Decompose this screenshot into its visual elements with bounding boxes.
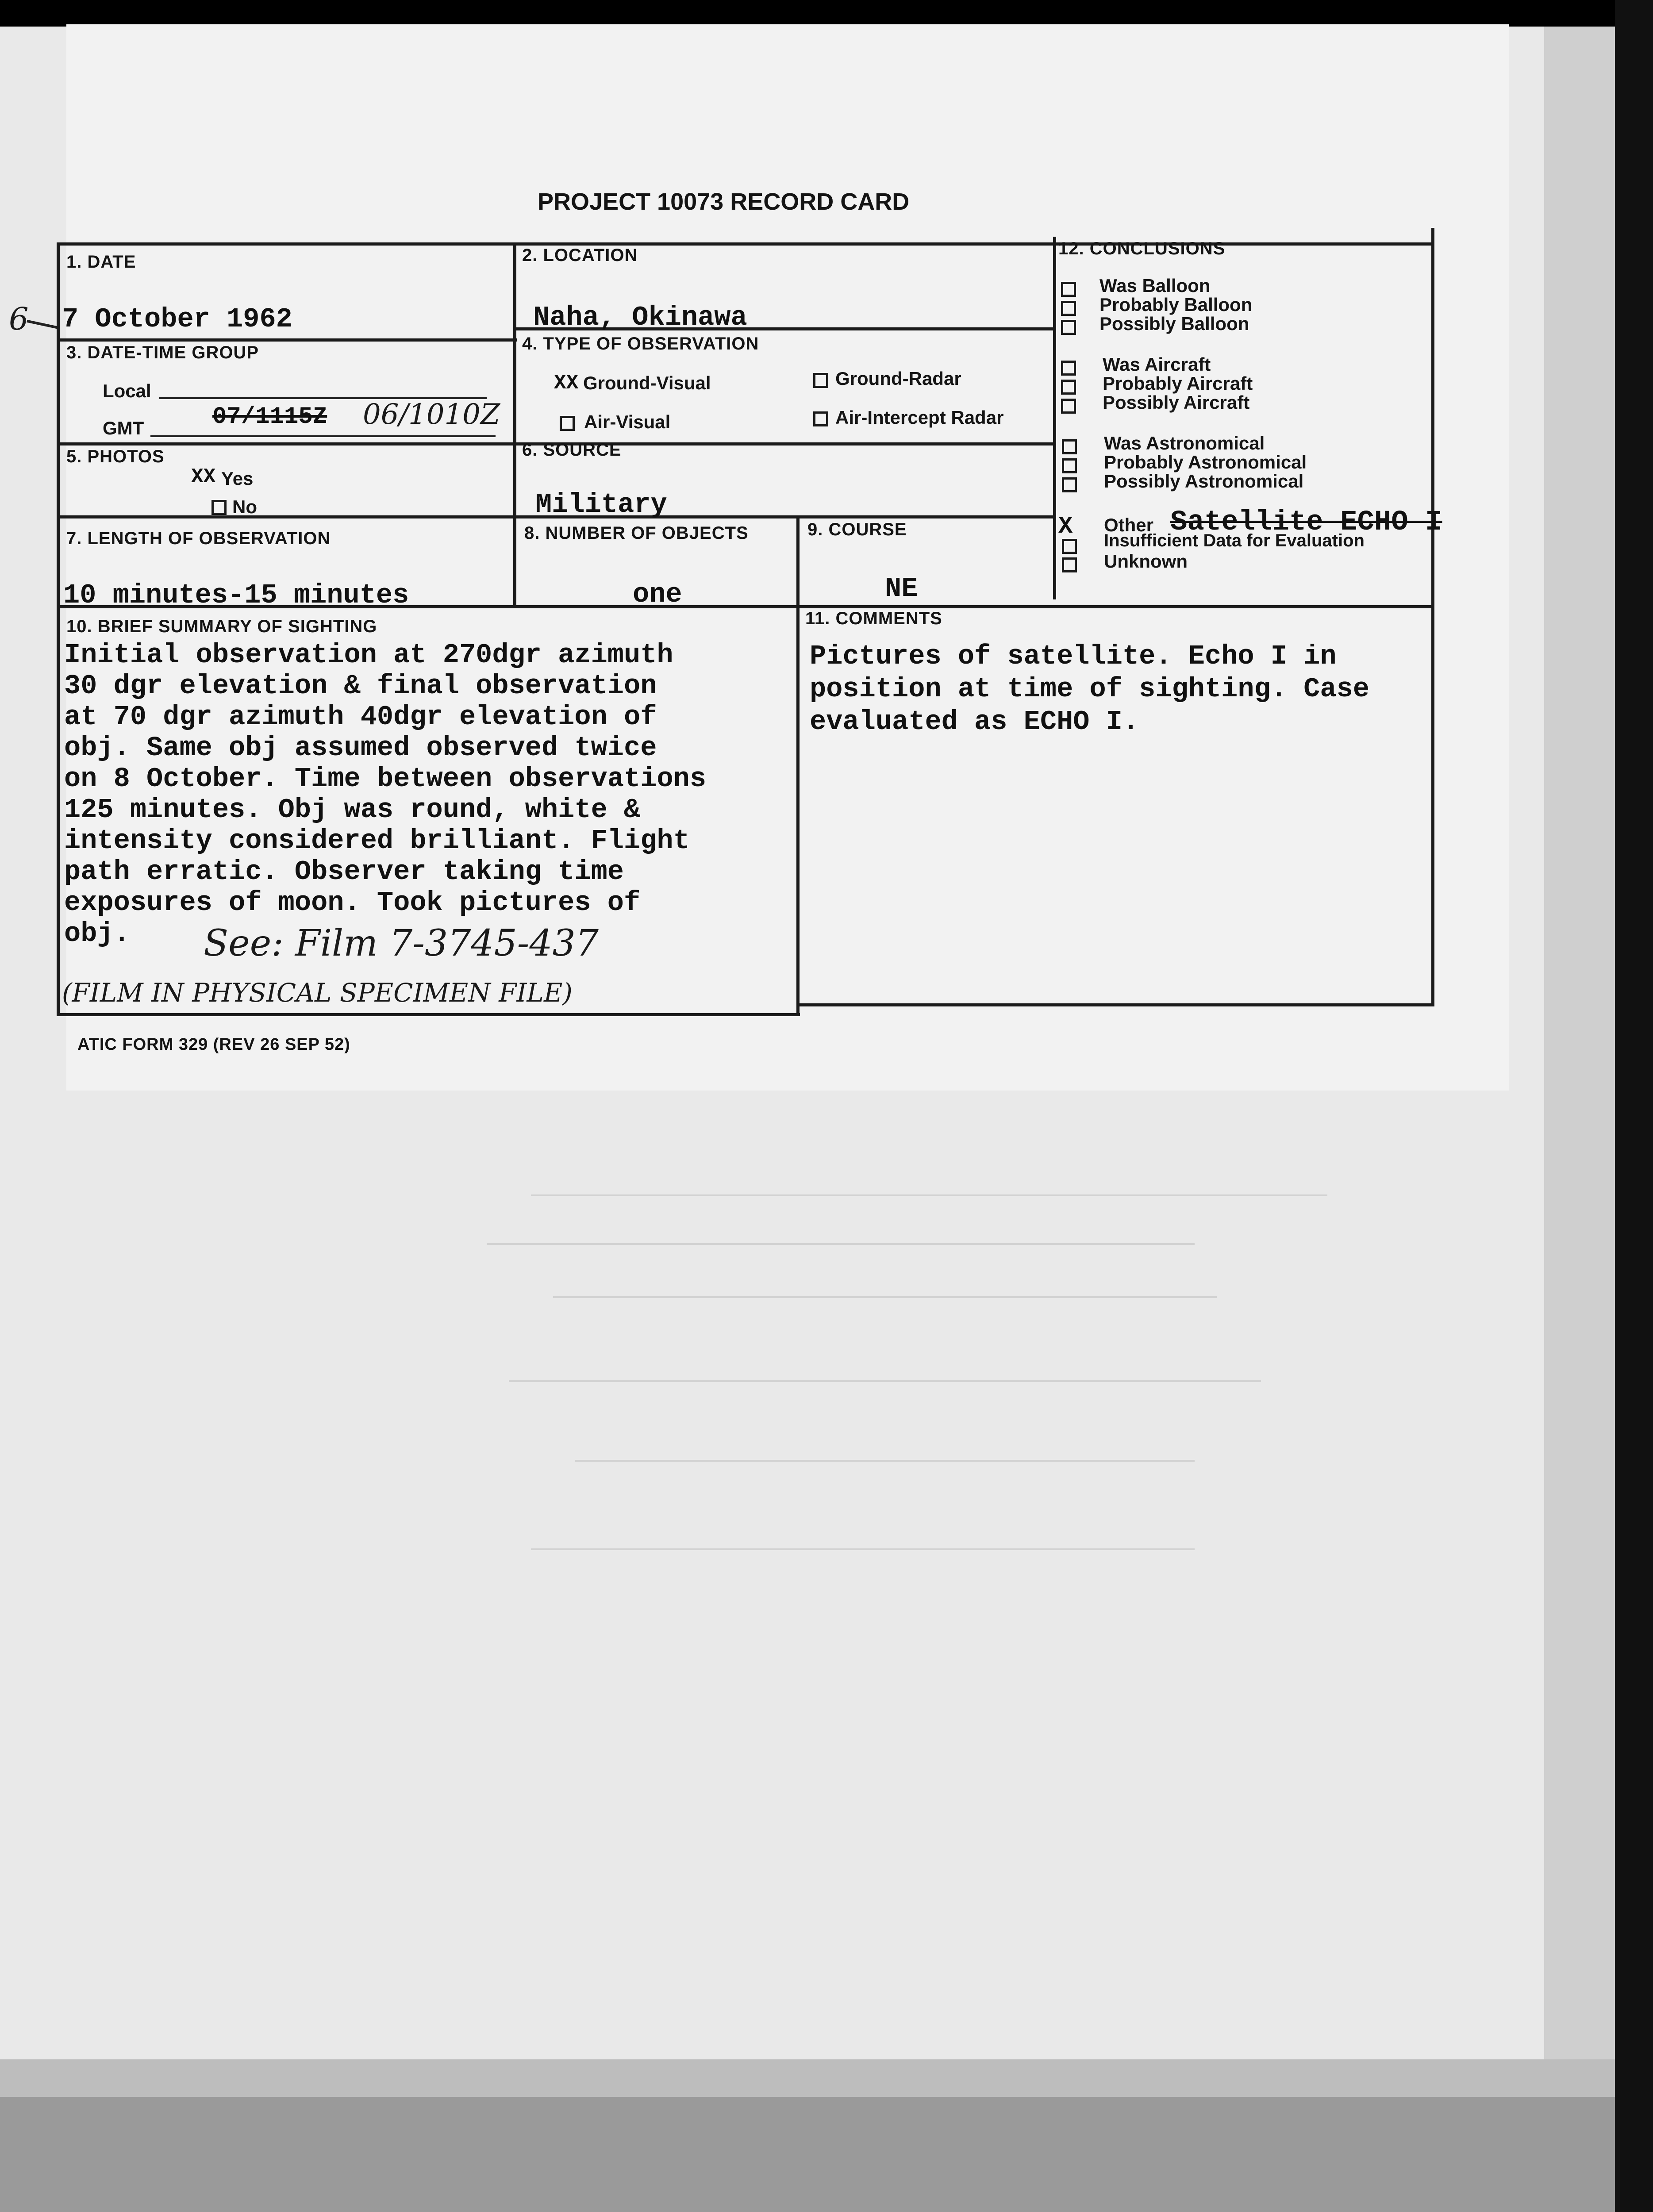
possibly-aircraft-label: Possibly Aircraft [1103,392,1250,413]
insufficient-data-checkbox[interactable] [1062,539,1077,554]
photos-no-label: No [232,496,257,517]
course-value: NE [885,573,918,604]
was-balloon-checkbox[interactable] [1061,282,1076,297]
card-title: PROJECT 10073 RECORD CARD [538,188,910,215]
divider-col-2 [1053,237,1056,599]
was-aircraft-checkbox[interactable] [1061,361,1076,376]
possibly-astronomical-label: Possibly Astronomical [1104,471,1304,492]
bleed-through-line [531,1548,1195,1550]
other-check: X [1058,513,1073,540]
date-value: 7 October 1962 [62,303,292,335]
photos-no-checkbox[interactable] [211,500,227,515]
margin-mark: 6 [9,301,29,337]
unknown-label: Unknown [1104,551,1188,572]
unknown-checkbox[interactable] [1062,557,1077,572]
summary-line: exposures of moon. Took pictures of [64,887,641,918]
scan-top-border [0,0,1653,27]
bleed-through-line [575,1460,1195,1462]
scan-right-border [1615,0,1653,2212]
course-label: 9. COURSE [807,520,907,539]
summary-line: on 8 October. Time between observations [64,763,707,795]
gmt-handwritten-value: 06/1010Z [363,398,500,431]
source-value: Military [535,489,667,520]
divider-col-3 [796,515,800,1013]
insufficient-data-label: Insufficient Data for Evaluation [1104,531,1365,550]
date-time-group-label: 3. DATE-TIME GROUP [66,343,259,362]
film-reference: See: Film 7-3745-437 [204,922,599,964]
probably-balloon-label: Probably Balloon [1099,294,1253,315]
ground-visual-label: Ground-Visual [583,373,711,393]
card-border-bottom-right [796,1003,1434,1006]
probably-aircraft-checkbox[interactable] [1061,380,1076,395]
comment-line: evaluated as ECHO I. [810,706,1139,737]
source-label: 6. SOURCE [522,440,622,460]
card-border-right [1431,228,1434,1006]
summary-line: 125 minutes. Obj was round, white & [64,794,641,826]
divider-row-date [57,338,517,342]
was-astronomical-checkbox[interactable] [1062,439,1077,454]
gmt-struck-value: 07/1115Z [212,403,327,430]
air-intercept-radar-label: Air-Intercept Radar [835,407,1004,428]
summary-line: at 70 dgr azimuth 40dgr elevation of [64,701,657,733]
local-label: Local [103,380,151,401]
ground-radar-label: Ground-Radar [835,368,961,389]
date-label: 1. DATE [66,252,136,272]
was-balloon-label: Was Balloon [1099,275,1211,296]
air-visual-checkbox[interactable] [560,416,575,431]
bleed-through-line [531,1194,1327,1196]
brief-summary-label: 10. BRIEF SUMMARY OF SIGHTING [66,617,377,636]
gmt-label: GMT [103,418,144,438]
scan-background [0,2097,1619,2212]
comment-line: Pictures of satellite. Echo I in [810,641,1337,672]
bleed-through-line [509,1380,1261,1382]
was-astronomical-label: Was Astronomical [1104,433,1265,453]
probably-aircraft-label: Probably Aircraft [1103,373,1253,394]
other-value: Satellite ECHO I [1170,507,1442,538]
conclusions-label: 12. CONCLUSIONS [1058,239,1226,258]
length-of-observation-value: 10 minutes-15 minutes [63,580,409,611]
number-of-objects-label: 8. NUMBER OF OBJECTS [524,523,749,543]
comment-line: position at time of sighting. Case [810,673,1370,705]
divider-col-1 [513,242,516,605]
comments-label: 11. COMMENTS [805,609,942,628]
summary-line: path erratic. Observer taking time [64,856,624,887]
possibly-balloon-checkbox[interactable] [1061,320,1076,335]
probably-astronomical-label: Probably Astronomical [1104,452,1307,472]
air-intercept-radar-checkbox[interactable] [813,411,828,426]
summary-line: obj. [64,918,130,949]
location-label: 2. LOCATION [522,246,638,265]
card-border-top [57,242,1433,246]
probably-balloon-checkbox[interactable] [1061,301,1076,316]
ground-radar-checkbox[interactable] [813,373,828,388]
photos-yes-check: XX [191,465,216,488]
location-value: Naha, Okinawa [533,302,747,333]
bleed-through-line [487,1243,1195,1245]
type-of-observation-label: 4. TYPE OF OBSERVATION [522,334,759,353]
gmt-line [150,435,496,437]
other-label: Other [1104,515,1154,535]
air-visual-label: Air-Visual [584,411,671,432]
summary-line: intensity considered brilliant. Flight [64,825,690,856]
form-number: ATIC FORM 329 (REV 26 SEP 52) [77,1035,350,1054]
card-border-left [57,242,60,1014]
possibly-balloon-label: Possibly Balloon [1099,313,1249,334]
ground-visual-check: XX [554,372,579,395]
summary-line: Initial observation at 270dgr azimuth [64,639,673,671]
bleed-through-line [553,1296,1217,1298]
length-of-observation-label: 7. LENGTH OF OBSERVATION [66,529,331,548]
photos-label: 5. PHOTOS [66,447,165,466]
summary-line: 30 dgr elevation & final observation [64,670,657,702]
summary-line: obj. Same obj assumed observed twice [64,732,657,764]
possibly-astronomical-checkbox[interactable] [1062,477,1077,492]
photos-yes-label: Yes [221,468,254,489]
card-border-bottom-left [57,1013,800,1016]
probably-astronomical-checkbox[interactable] [1062,458,1077,473]
number-of-objects-value: one [633,579,682,610]
possibly-aircraft-checkbox[interactable] [1061,399,1076,414]
was-aircraft-label: Was Aircraft [1103,354,1211,375]
film-note: (FILM IN PHYSICAL SPECIMEN FILE) [62,978,573,1008]
